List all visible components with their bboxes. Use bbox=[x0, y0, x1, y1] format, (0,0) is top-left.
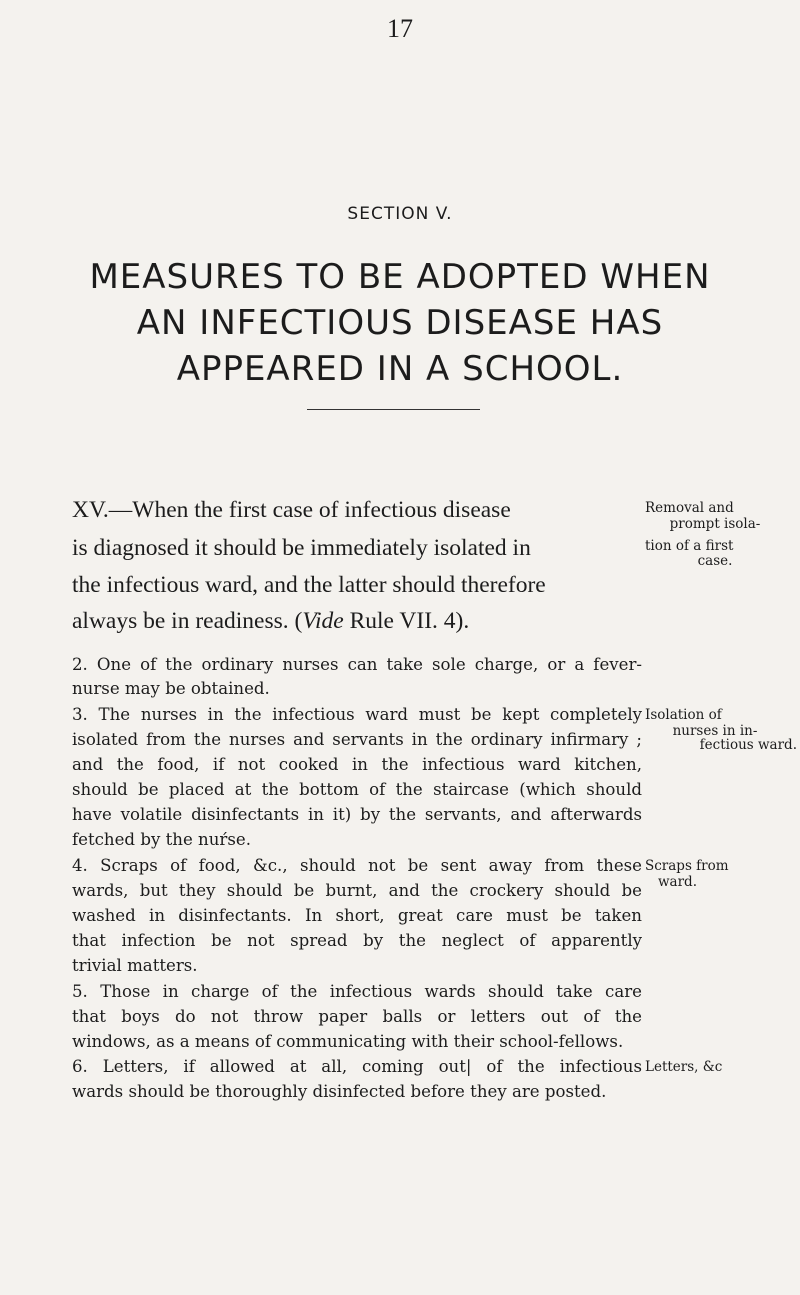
paragraph-3-line: isolated from the nurses and servants in the ordinary infirmary ; bbox=[72, 730, 642, 749]
margin-note-scraps: ward. bbox=[658, 874, 697, 890]
section-label: SECTION V. bbox=[347, 204, 453, 224]
paragraph-6-line: wards should be thoroughly disinfected before they are posted. bbox=[72, 1082, 607, 1101]
paragraph-4-line: washed in disinfectants. In short, great care must be taken bbox=[72, 906, 642, 925]
margin-note-removal: case. bbox=[697, 553, 733, 569]
paragraph-3-line: 3. The nurses in the infectious ward must be kept completely bbox=[72, 705, 642, 724]
paragraph-3-line: fetched by the nuŕse. bbox=[72, 830, 251, 849]
paragraph-3-line: should be placed at the bottom of the staircase (which should bbox=[72, 780, 642, 799]
paragraph-3-line: have volatile disinfectants in it) by the servants, and afterwards bbox=[72, 805, 642, 824]
rule-reference: Rule VII. 4). bbox=[343, 608, 470, 634]
margin-note-isolation: Isolation of bbox=[645, 707, 722, 723]
margin-note-removal: prompt isola- bbox=[669, 516, 761, 532]
page-number: 17 bbox=[387, 14, 413, 43]
vide-word: Vide bbox=[302, 608, 344, 634]
title-line: AN INFECTIOUS DISEASE HAS bbox=[136, 303, 664, 343]
margin-note-removal: Removal and bbox=[645, 500, 734, 516]
paragraph-xv-line bbox=[72, 608, 532, 635]
paragraph-5-line: windows, as a means of communicating with their school-fellows. bbox=[72, 1032, 624, 1051]
paragraph-xv-line: is diagnosed it should be immediately isolated in bbox=[72, 535, 531, 561]
paragraph-5-line: that boys do not throw paper balls or letters out of the bbox=[72, 1007, 642, 1026]
paragraph-4-line: that infection be not spread by the neglect of apparently bbox=[72, 931, 642, 950]
paragraph-2-line: nurse may be obtained. bbox=[72, 679, 270, 698]
section-title bbox=[0, 254, 800, 392]
title-divider bbox=[307, 409, 480, 410]
margin-note-isolation: nurses in in- bbox=[672, 723, 758, 739]
margin-note-scraps: Scraps from bbox=[645, 858, 729, 874]
title-line: MEASURES TO BE ADOPTED WHEN bbox=[89, 257, 711, 297]
paragraph-4-line: 4. Scraps of food, &c., should not be sent away from these bbox=[72, 856, 642, 875]
paragraph-6-line: 6. Letters, if allowed at all, coming out| of the infectious bbox=[72, 1057, 642, 1076]
margin-note-letters: Letters, &c bbox=[645, 1059, 723, 1075]
margin-note-isolation: fectious ward. bbox=[699, 737, 797, 753]
paragraph-xv-line: the infectious ward, and the latter should therefore bbox=[72, 572, 546, 598]
paragraph-2-line: 2. One of the ordinary nurses can take sole charge, or a fever- bbox=[72, 655, 642, 674]
paragraph-5-line: 5. Those in charge of the infectious wards should take care bbox=[72, 982, 642, 1001]
paragraph-4-line: wards, but they should be burnt, and the crockery should be bbox=[72, 881, 642, 900]
paragraph-4-line: trivial matters. bbox=[72, 956, 198, 975]
paragraph-3-line: and the food, if not cooked in the infectious ward kitchen, bbox=[72, 755, 642, 774]
paragraph-xv-text: always be in readiness. ( bbox=[72, 608, 303, 634]
title-line: APPEARED IN A SCHOOL. bbox=[176, 349, 624, 389]
paragraph-xv-line: XV.—When the first case of infectious disease bbox=[72, 497, 511, 523]
margin-note-removal: tion of a first bbox=[645, 538, 734, 554]
